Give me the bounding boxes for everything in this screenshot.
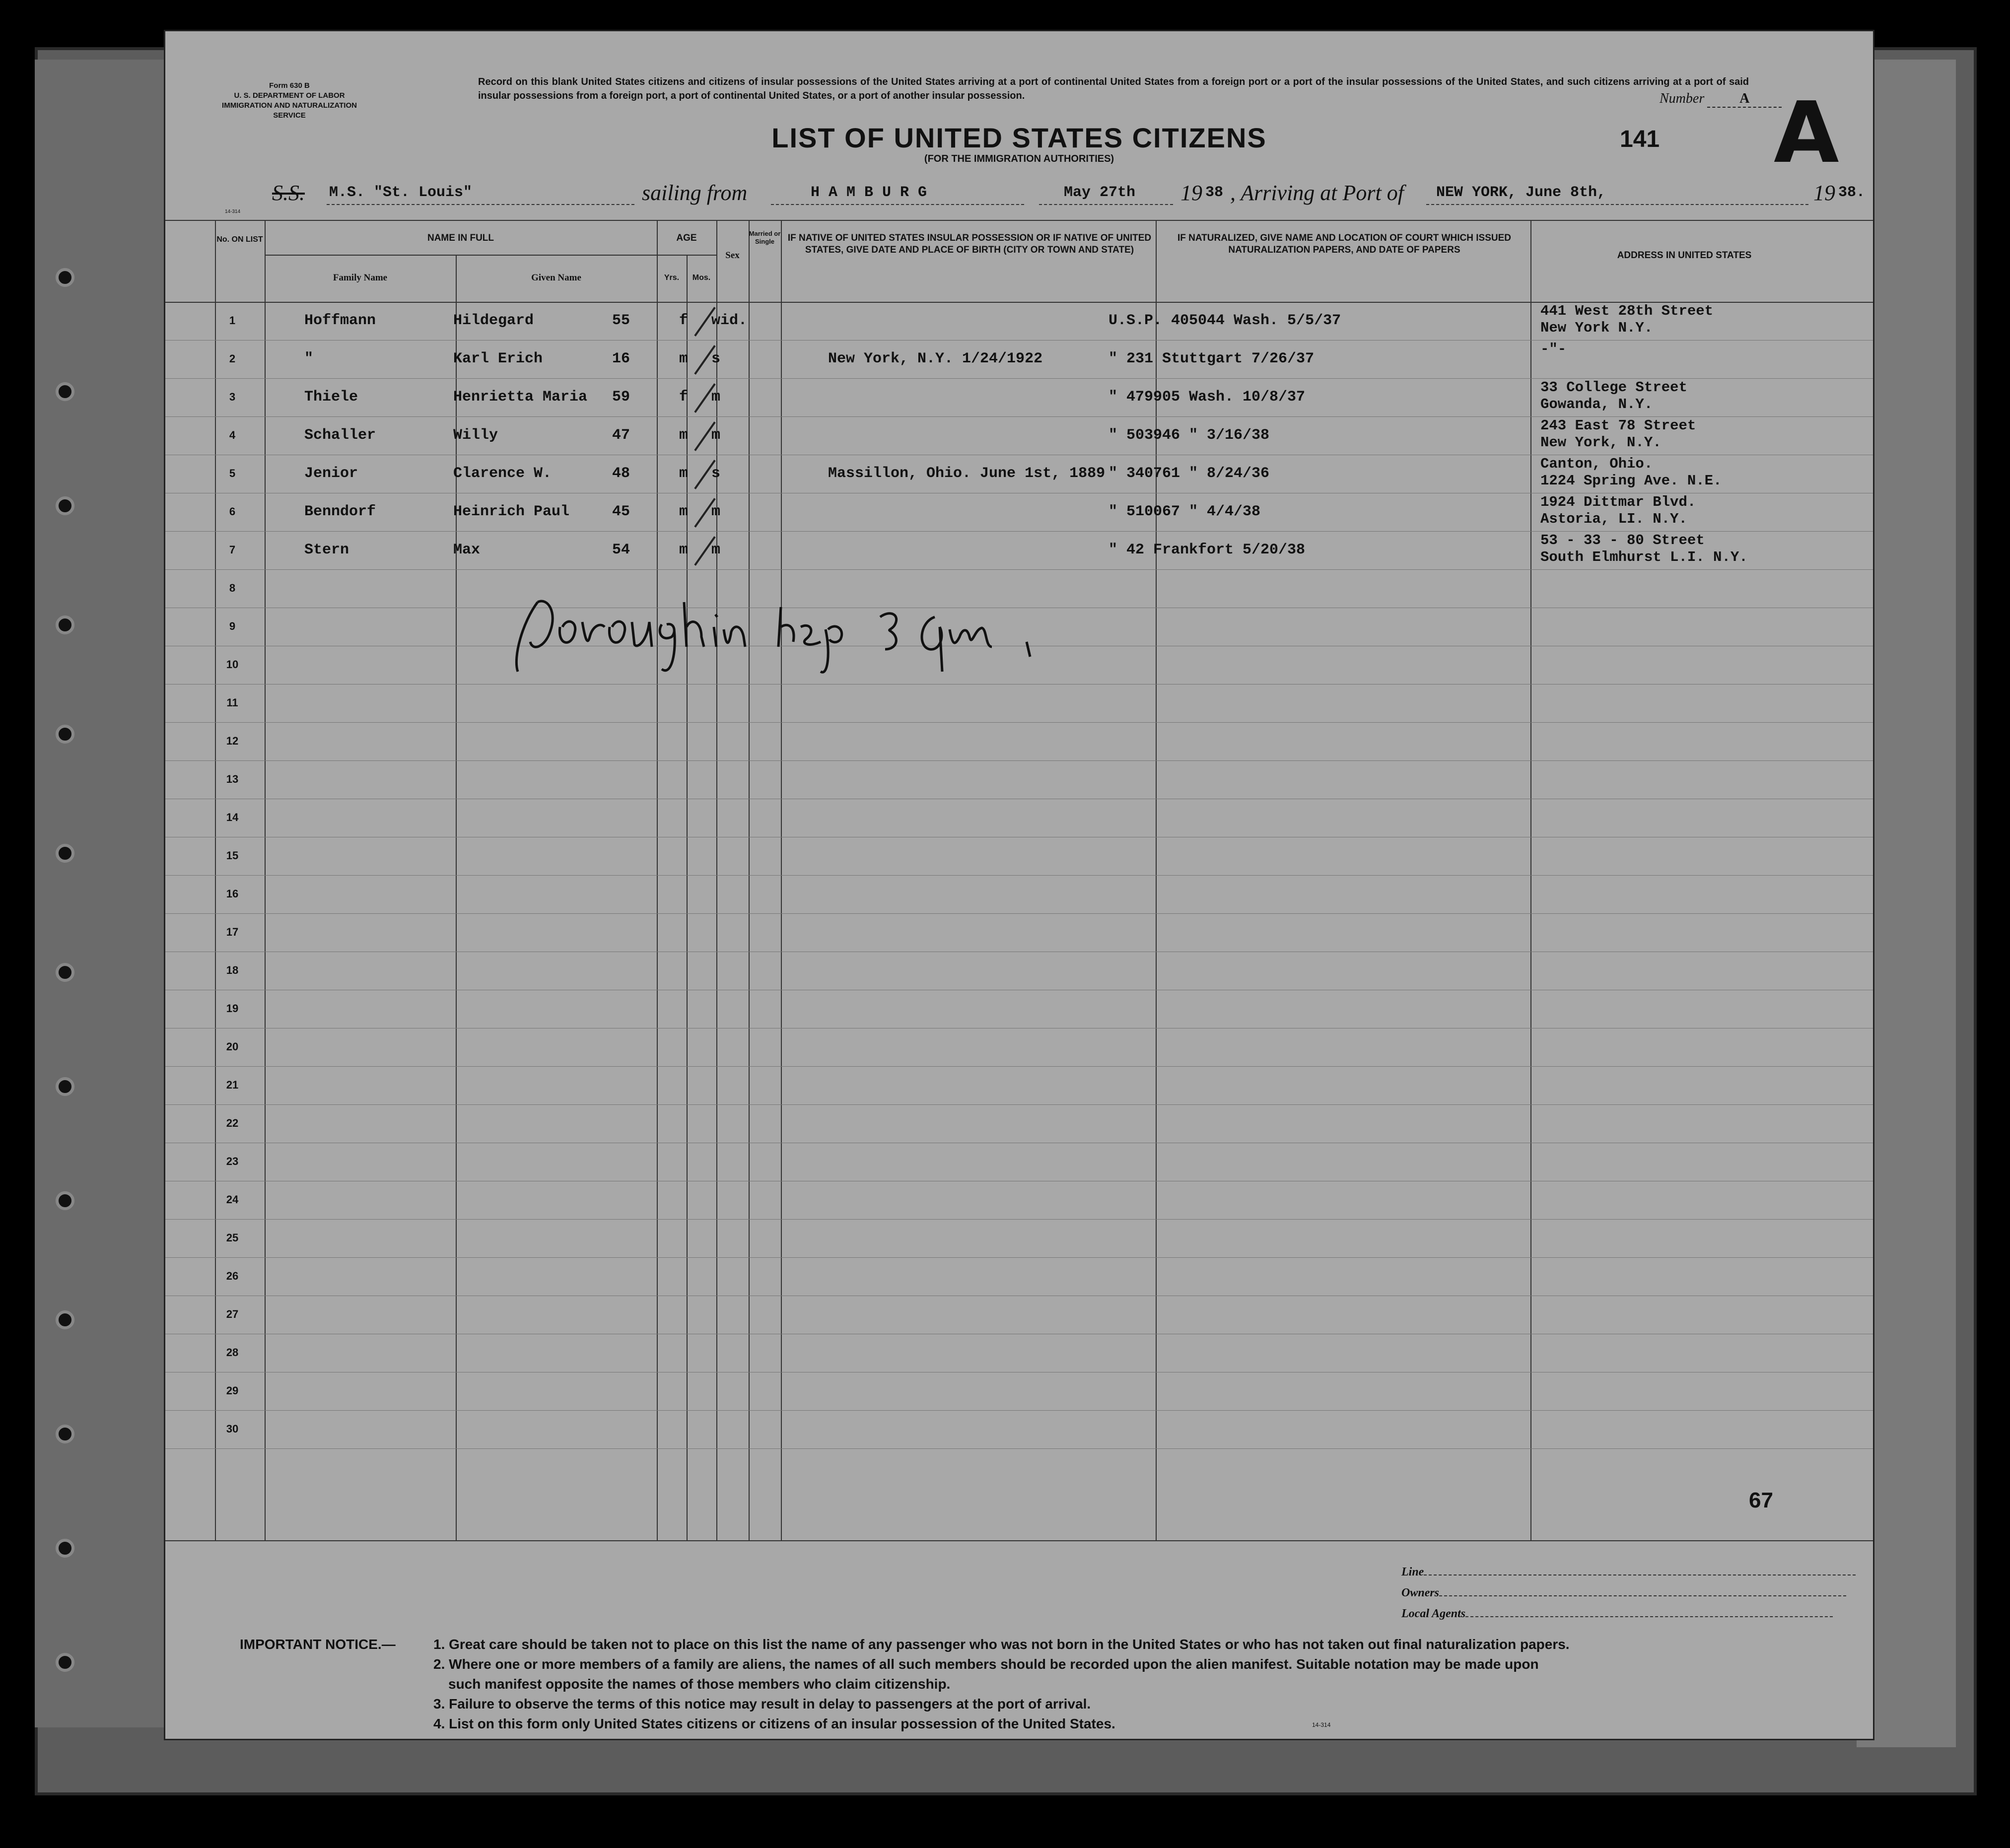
col-header-no: No. ON LIST	[216, 235, 263, 244]
marital-status: m	[711, 389, 721, 406]
row-rule	[165, 875, 1873, 876]
notice-item-1: 1. Great care should be taken not to place on this list the name of any passenger who was not born in the United States or who has not taken out final naturalization papers.	[433, 1637, 1570, 1652]
row-number: 6	[229, 505, 236, 518]
row-number: 29	[226, 1384, 239, 1397]
row-number: 22	[226, 1117, 239, 1129]
marital-status: s	[711, 465, 721, 482]
col-header-name: NAME IN FULL	[427, 233, 494, 243]
port-to-line	[1426, 204, 1808, 205]
col-header-birth: IF NATIVE OF UNITED STATES INSULAR POSSESSION OR IF NATIVE OF UNITED STATES, GIVE DATE AND PLACE OF BIRTH (CITY OR TOWN AND STATE)	[787, 233, 1152, 255]
notice-label: IMPORTANT NOTICE.—	[240, 1637, 396, 1652]
form-instructions: Record on this blank United States citizens and citizens of insular possessions of the United States arriving at a port of continental United States from a foreign port or a port of the insular possessions of the United States, and such citizens arriving at a port of said insular possessions from a foreign port, a port of continental United States, or a port of another insular possession.	[478, 76, 1749, 101]
binder-hole	[56, 844, 74, 863]
address-line: New York, N.Y.	[1540, 434, 1662, 451]
binder-hole	[56, 963, 74, 982]
binder-hole	[56, 616, 74, 634]
given-name: Heinrich Paul	[453, 503, 570, 520]
row-rule	[165, 1257, 1873, 1258]
address-line: 243 East 78 Street	[1540, 417, 1696, 434]
notice-item-2-cont: such manifest opposite the names of those members who claim citizenship.	[448, 1676, 951, 1692]
binder-hole	[56, 1653, 74, 1672]
address-line: 33 College Street	[1540, 379, 1687, 396]
binder-hole	[56, 382, 74, 401]
service: IMMIGRATION AND NATURALIZATION SERVICE	[222, 101, 357, 120]
marital-status: s	[711, 350, 721, 367]
family-name: Hoffmann	[304, 312, 376, 329]
sex: m	[679, 350, 689, 367]
binder-hole	[56, 1425, 74, 1443]
binder-hole	[56, 1310, 74, 1329]
sex: m	[679, 465, 689, 482]
binder-hole	[56, 1539, 74, 1558]
sex: m	[679, 503, 689, 520]
row-rule	[165, 340, 1873, 341]
port-to: NEW YORK, June 8th,	[1436, 184, 1606, 201]
address-line: Astoria, LI. N.Y.	[1540, 511, 1687, 527]
naturalization-info: " 510067 " 4/4/38	[1109, 503, 1261, 520]
sailing-label: sailing from	[642, 181, 748, 205]
row-number: 2	[229, 352, 236, 365]
manifest-page	[164, 30, 1874, 1740]
address-line: 1924 Dittmar Blvd.	[1540, 494, 1696, 510]
year-to: 38.	[1838, 184, 1866, 201]
marital-status: m	[711, 427, 721, 444]
inspector-signature	[503, 582, 1148, 682]
row-rule	[165, 1104, 1873, 1105]
row-number: 27	[226, 1308, 239, 1320]
age-years: 16	[612, 350, 630, 367]
list-number: 141	[1620, 126, 1660, 152]
table-top-rule	[165, 220, 1873, 221]
given-name: Max	[453, 542, 481, 558]
binder-hole	[56, 1077, 74, 1096]
row-number: 11	[226, 696, 238, 709]
col-line	[657, 220, 658, 1540]
col-header-married: Married or Single	[749, 230, 781, 245]
row-number: 30	[226, 1423, 239, 1435]
binder-edge-left	[35, 60, 169, 1727]
row-number: 3	[229, 391, 236, 403]
col-line	[265, 220, 266, 1540]
form-id-block	[215, 81, 364, 121]
col-header-given: Given Name	[531, 273, 581, 283]
form-number: Form 630 B	[269, 81, 310, 90]
row-number: 14	[226, 811, 239, 823]
port-from-line	[771, 204, 1024, 205]
page-subtitle: (FOR THE IMMIGRATION AUTHORITIES)	[924, 153, 1114, 164]
table-bottom-rule	[165, 1540, 1873, 1541]
row-rule	[165, 913, 1873, 914]
row-number: 17	[226, 926, 239, 938]
port-from: H A M B U R G	[811, 184, 927, 201]
row-number: 16	[226, 888, 239, 900]
binder-hole	[56, 1191, 74, 1210]
big-letter: A	[1774, 84, 1839, 182]
notice-item-2: 2. Where one or more members of a family are aliens, the names of all such members should be recorded upon the alien manifest. Suitable notation may be made upon	[433, 1656, 1539, 1672]
family-name: Benndorf	[304, 503, 376, 520]
address-line: 441 West 28th Street	[1540, 303, 1714, 319]
birth-info: Massillon, Ohio. June 1st, 1889	[828, 465, 1106, 482]
number-field	[1660, 91, 1782, 108]
address-line: Gowanda, N.Y.	[1540, 396, 1653, 412]
naturalization-info: " 42 Frankfort 5/20/38	[1109, 542, 1306, 558]
row-number: 20	[226, 1040, 239, 1053]
number-value: A	[1707, 91, 1782, 108]
age-years: 48	[612, 465, 630, 482]
given-name: Henrietta Maria	[453, 389, 588, 406]
sex: m	[679, 542, 689, 558]
row-number: 10	[226, 658, 239, 671]
col-header-sex: Sex	[725, 250, 740, 261]
address-line: 1224 Spring Ave. N.E.	[1540, 473, 1722, 489]
subheader-rule	[265, 255, 716, 256]
year-prefix-to: 19	[1813, 181, 1835, 205]
marital-status: wid.	[711, 312, 748, 329]
row-number: 15	[226, 849, 239, 862]
year-prefix-from: 19	[1180, 181, 1202, 205]
col-header-age: AGE	[676, 233, 697, 243]
given-name: Clarence W.	[453, 465, 552, 482]
binder-hole	[56, 725, 74, 744]
row-rule	[165, 1410, 1873, 1411]
naturalization-info: " 479905 Wash. 10/8/37	[1109, 389, 1306, 406]
row-number: 24	[226, 1193, 239, 1206]
row-number: 19	[226, 1002, 239, 1015]
given-name: Karl Erich	[453, 350, 543, 367]
row-number: 23	[226, 1155, 239, 1167]
col-line	[1156, 220, 1157, 1540]
address-line: South Elmhurst L.I. N.Y.	[1540, 549, 1748, 565]
family-name: "	[304, 350, 314, 367]
col-line	[1530, 220, 1531, 1540]
row-rule	[165, 722, 1873, 723]
agent-owners-field	[1401, 1586, 1846, 1600]
col-line	[749, 220, 750, 1540]
sex: f	[679, 389, 689, 406]
row-rule	[165, 1448, 1873, 1449]
footer	[165, 1555, 1873, 1739]
agent-local-field	[1401, 1607, 1833, 1621]
date-from-line	[1039, 204, 1173, 205]
address-line: 53 - 33 - 80 Street	[1540, 532, 1705, 548]
voyage-line	[215, 180, 1866, 210]
given-name: Hildegard	[453, 312, 534, 329]
row-rule	[165, 378, 1873, 379]
agent-owners-label: Owners	[1401, 1586, 1440, 1599]
arriving-label: , Arriving at Port of	[1230, 181, 1404, 205]
row-rule	[165, 760, 1873, 761]
passenger-table	[165, 220, 1873, 1550]
agent-local-blank	[1465, 1616, 1833, 1617]
page-number: 67	[1749, 1488, 1773, 1512]
notice-item-3: 3. Failure to observe the terms of this notice may result in delay to passengers at the port of arrival.	[433, 1696, 1091, 1711]
agent-line-label: Line	[1401, 1566, 1424, 1578]
ship-name: M.S. "St. Louis"	[329, 184, 473, 201]
row-number: 1	[229, 314, 236, 327]
agent-local-label: Local Agents	[1401, 1607, 1466, 1620]
marital-status: m	[711, 503, 721, 520]
notice-item-4: 4. List on this form only United States citizens or citizens of an insular possession of the United States.	[433, 1716, 1115, 1731]
row-number: 5	[229, 467, 236, 479]
family-name: Stern	[304, 542, 349, 558]
col-header-address: ADDRESS IN UNITED STATES	[1617, 250, 1752, 261]
row-number: 12	[226, 735, 239, 747]
agent-line-field	[1401, 1565, 1856, 1579]
address-line: New York N.Y.	[1540, 320, 1653, 336]
row-number: 28	[226, 1346, 239, 1359]
birth-info: New York, N.Y. 1/24/1922	[828, 350, 1043, 367]
row-number: 18	[226, 964, 239, 976]
given-name: Willy	[453, 427, 498, 444]
row-rule	[165, 531, 1873, 532]
col-header-family: Family Name	[333, 273, 388, 283]
address-line: -"-	[1540, 341, 1567, 357]
address-line: Canton, Ohio.	[1540, 456, 1653, 472]
row-rule	[165, 1219, 1873, 1220]
row-rule	[165, 569, 1873, 570]
col-header-naturalized: IF NATURALIZED, GIVE NAME AND LOCATION OF COURT WHICH ISSUED NATURALIZATION PAPERS, AND DATE OF PAPERS	[1177, 233, 1511, 255]
year-from: 38	[1205, 184, 1224, 201]
age-years: 59	[612, 389, 630, 406]
row-number: 4	[229, 429, 236, 441]
row-number: 25	[226, 1232, 239, 1244]
page-title: LIST OF UNITED STATES CITIZENS	[771, 122, 1267, 153]
col-line	[781, 220, 782, 1540]
marital-status: m	[711, 542, 721, 558]
sex: f	[679, 312, 689, 329]
ss-label: S.S.	[272, 181, 305, 205]
binder-hole	[56, 496, 74, 515]
col-line	[456, 255, 457, 1540]
department: U. S. DEPARTMENT OF LABOR	[234, 91, 345, 100]
print-code-top: 14-314	[225, 209, 241, 214]
row-number: 9	[229, 620, 236, 632]
age-years: 55	[612, 312, 630, 329]
family-name: Jenior	[304, 465, 358, 482]
family-name: Thiele	[304, 389, 358, 406]
naturalization-info: " 503946 " 3/16/38	[1109, 427, 1270, 444]
date-from: May 27th	[1064, 184, 1136, 201]
col-line	[716, 220, 717, 1540]
age-years: 54	[612, 542, 630, 558]
agent-owners-blank	[1439, 1595, 1846, 1596]
col-header-yrs: Yrs.	[664, 274, 680, 282]
family-name: Schaller	[304, 427, 376, 444]
ship-name-line	[327, 204, 634, 205]
binder-hole	[56, 268, 74, 287]
number-label: Number	[1660, 91, 1705, 106]
sex: m	[679, 427, 689, 444]
agent-line-blank	[1424, 1574, 1856, 1575]
row-rule	[165, 1066, 1873, 1067]
row-number: 8	[229, 582, 236, 594]
naturalization-info: U.S.P. 405044 Wash. 5/5/37	[1109, 312, 1341, 329]
naturalization-info: " 231 Stuttgart 7/26/37	[1109, 350, 1315, 367]
row-number: 13	[226, 773, 239, 785]
naturalization-info: " 340761 " 8/24/36	[1109, 465, 1270, 482]
row-number: 7	[229, 544, 236, 556]
col-line	[687, 255, 688, 1540]
row-rule	[165, 416, 1873, 417]
col-line	[215, 220, 216, 1540]
age-years: 45	[612, 503, 630, 520]
col-header-mos: Mos.	[692, 274, 711, 282]
print-code-bottom: 14-314	[1312, 1721, 1331, 1728]
row-number: 26	[226, 1270, 239, 1282]
row-number: 21	[226, 1079, 239, 1091]
age-years: 47	[612, 427, 630, 444]
